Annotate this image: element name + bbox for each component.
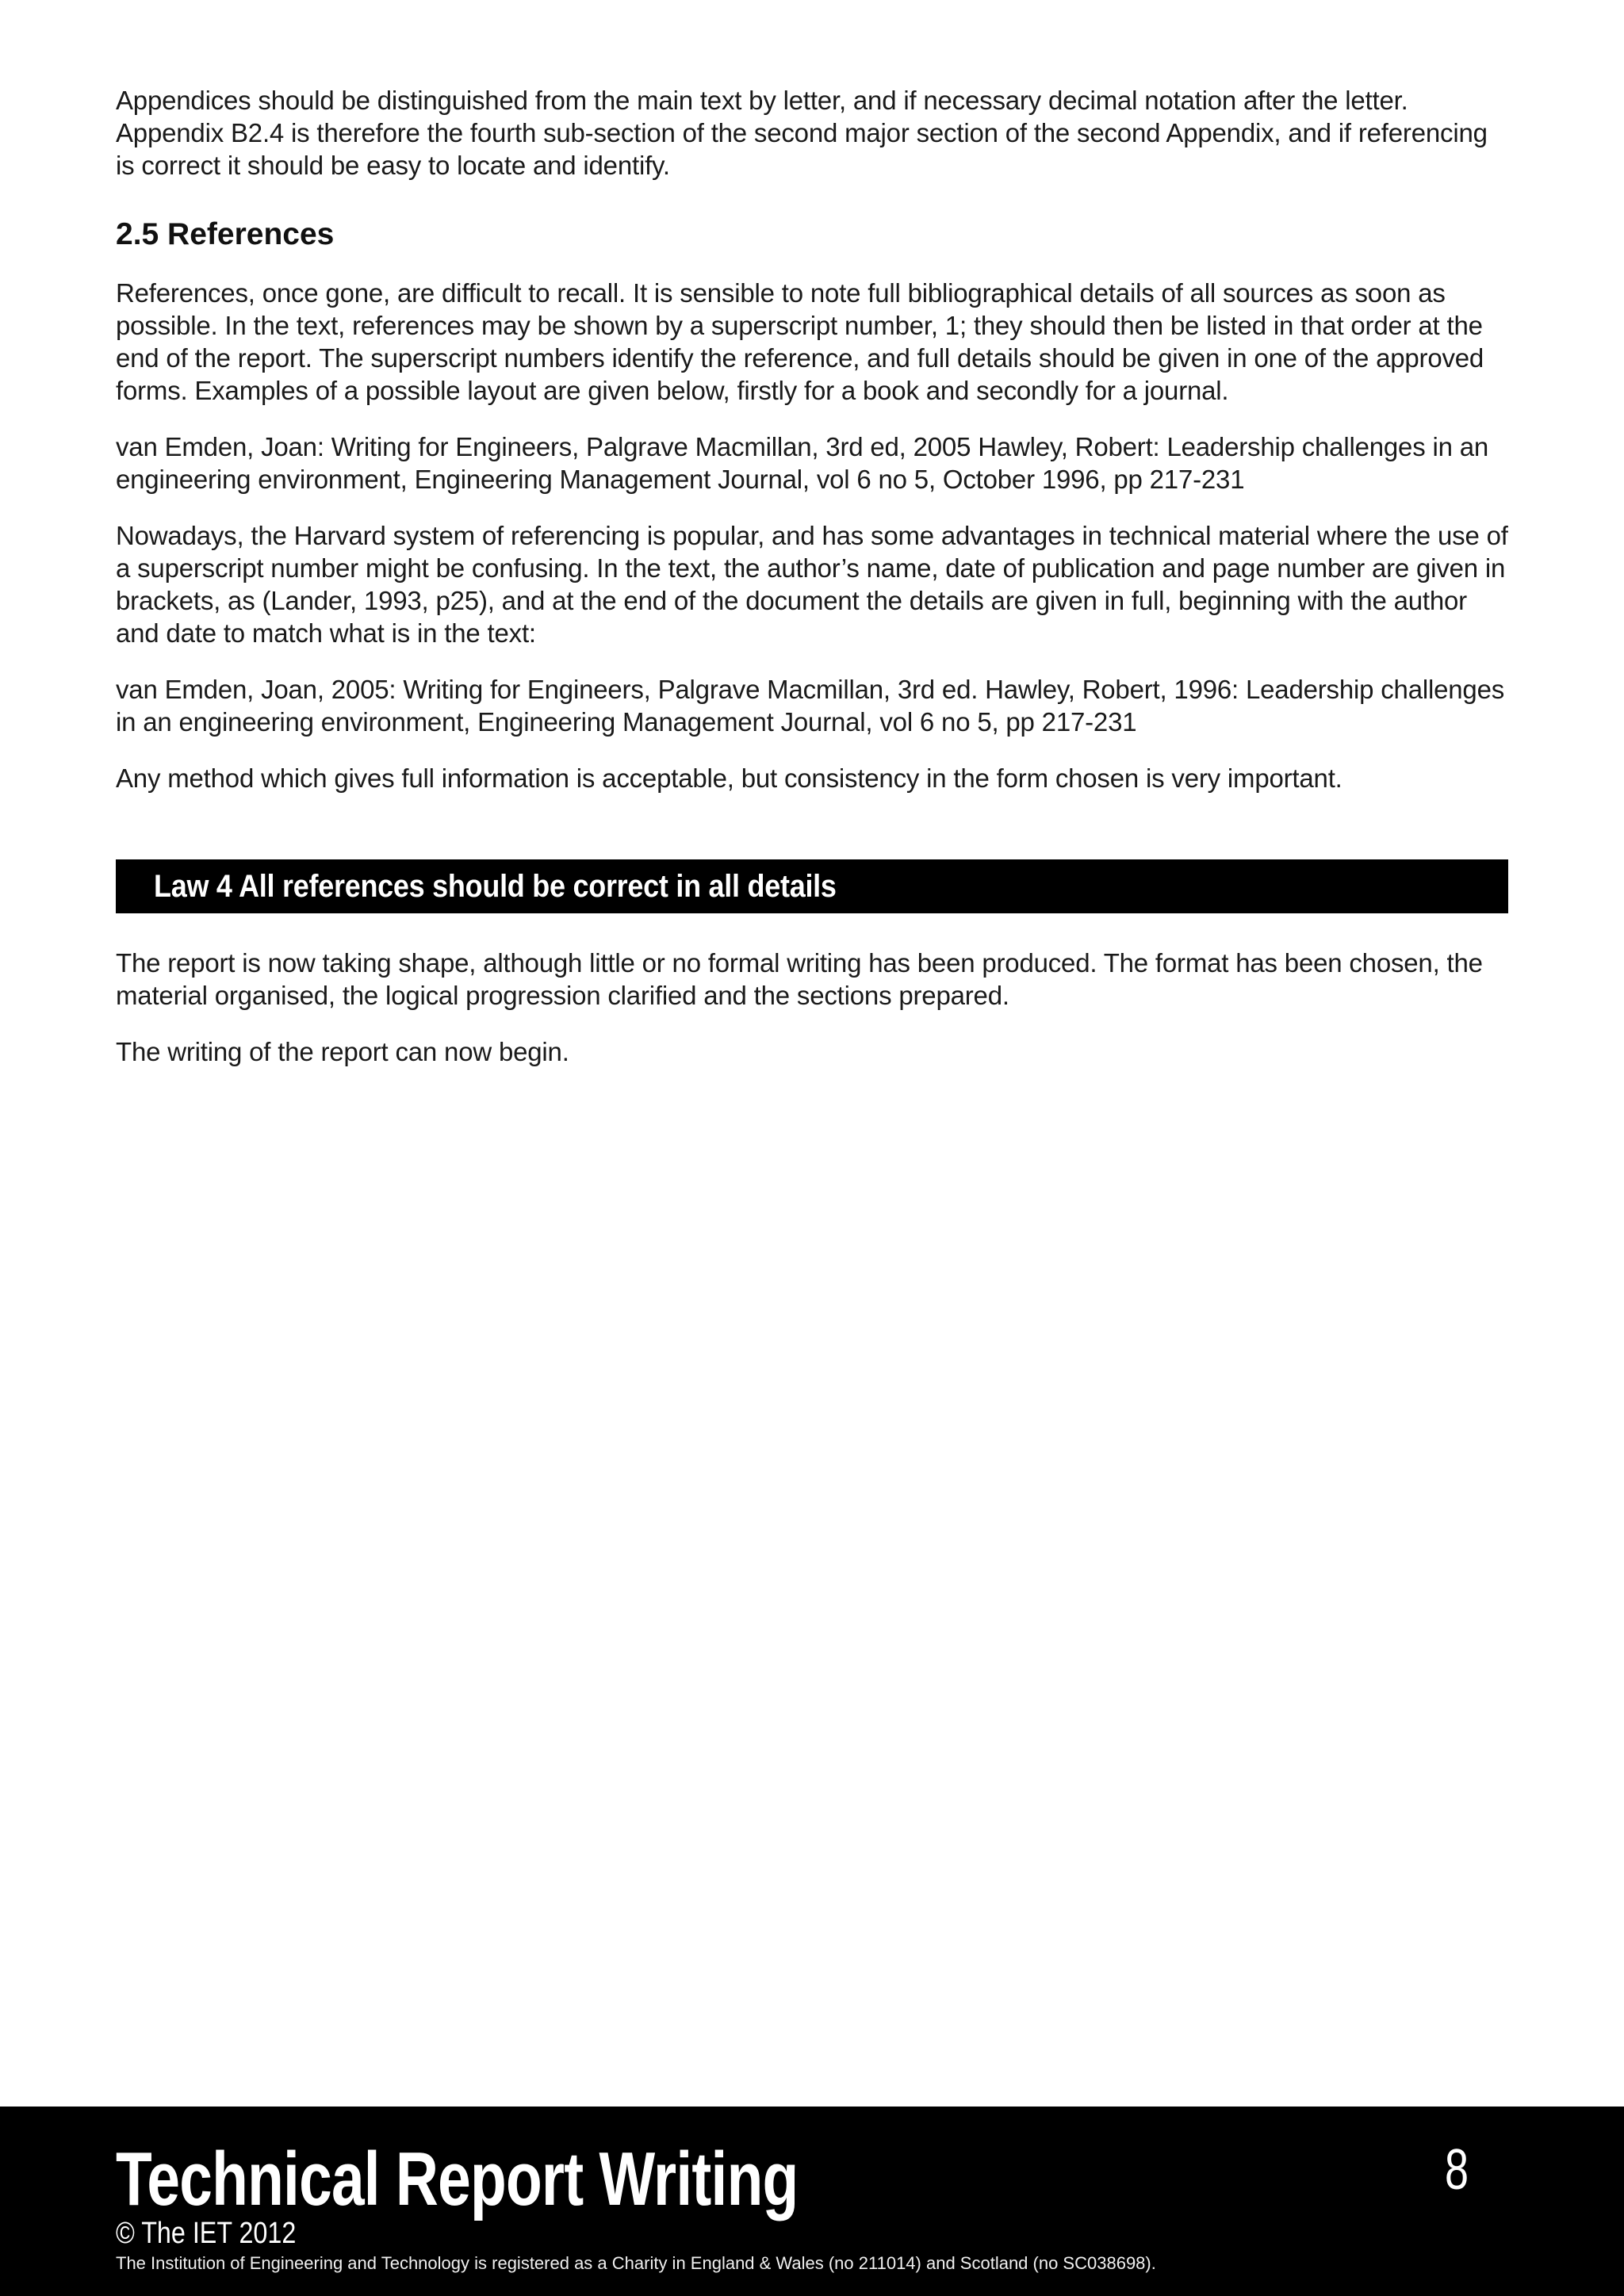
document-title: Technical Report Writing	[116, 2137, 799, 2221]
section-heading: 2.5 References	[116, 217, 335, 251]
shape-paragraph: The report is now taking shape, although little or no formal writing has been produced. The format has been chosen, the material organised, the logical progression clarified and the sections prepared.	[116, 948, 1483, 1010]
harvard-reference-example: van Emden, Joan, 2005: Writing for Engineers, Palgrave Macmillan, 3rd ed. Hawley, Robert, 1996: Leadership challenges in an engineering environment, Engineering Management Journal, vol 6 no 5, pp 217-231	[116, 675, 1505, 737]
harvard-paragraph: Nowadays, the Harvard system of referencing is popular, and has some advantages in technical material where the use of a superscript number might be confusing. In the text, the author’s name, date of publication and page number are given in brackets, as (Lander, 1993, p25), and at the end of the document the details are given in full, beginning with the author and date to match what is in the text:	[116, 521, 1508, 648]
page-number: 8	[1445, 2138, 1469, 2202]
charity-notice: The Institution of Engineering and Technology is registered as a Charity in England & Wales (no 211014) and Scotland (no SC038698).	[116, 2253, 1156, 2273]
law-banner-text: Law 4 All references should be correct in all details	[154, 868, 837, 904]
intro-paragraph: Appendices should be distinguished from the main text by letter, and if necessary decimal notation after the letter. Appendix B2.4 is therefore the fourth sub-section of the second major section of the second Appendix, and if referencing is correct it should be easy to locate and identify.	[116, 86, 1488, 180]
copyright-notice: © The IET 2012	[116, 2217, 297, 2250]
references-paragraph: References, once gone, are difficult to recall. It is sensible to note full bibliographical details of all sources as soon as possible. In the text, references may be shown by a superscript number, 1; they should then be listed in that order at the end of the report. The superscript numbers identify the reference, and full details should be given in one of the approved forms. Examples of a possible layout are given below, firstly for a book and secondly for a journal.	[116, 278, 1484, 405]
law-banner	[116, 859, 1508, 913]
consistency-paragraph: Any method which gives full information is acceptable, but consistency in the form chosen is very important.	[116, 763, 1342, 793]
page-content	[116, 84, 1508, 1092]
numbered-reference-example: van Emden, Joan: Writing for Engineers, Palgrave Macmillan, 3rd ed, 2005 Hawley, Robert: Leadership challenges in an engineering environment, Engineering Management Journal, vol 6 no 5, October 1996, pp 217-231	[116, 432, 1489, 494]
page-footer	[0, 2107, 1624, 2296]
closing-paragraph: The writing of the report can now begin.	[116, 1037, 569, 1066]
